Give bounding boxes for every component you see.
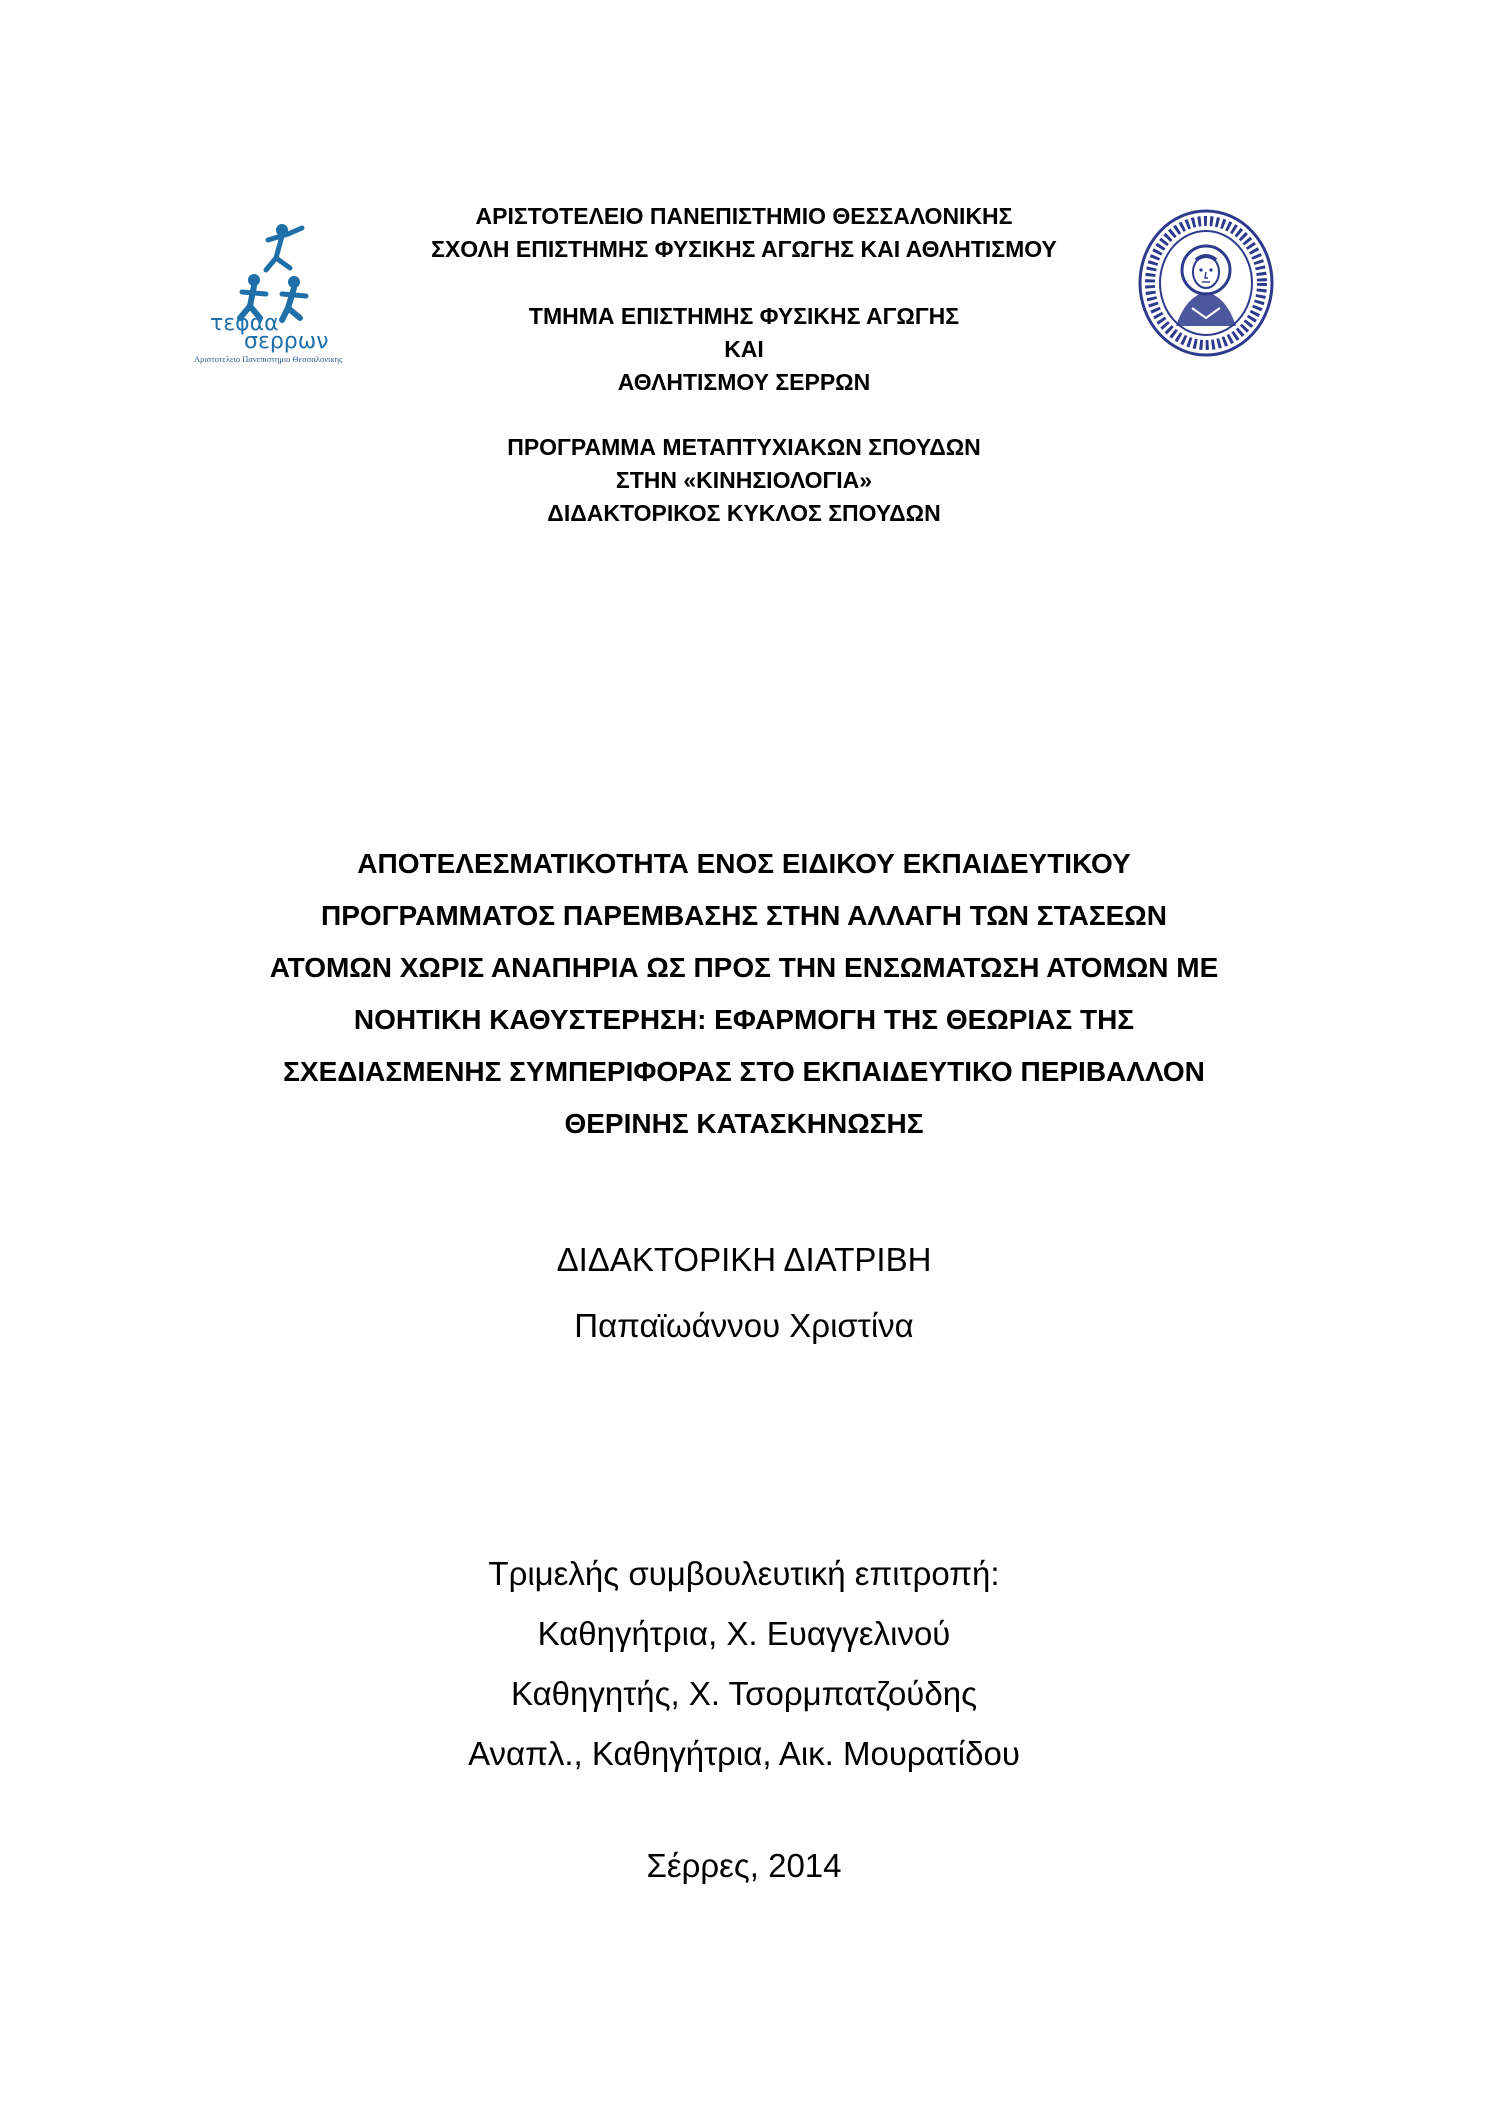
thesis-type: ΔΙΔΑΚΤΟΡΙΚΗ ΔΙΑΤΡΙΒΗ <box>556 1241 932 1278</box>
department-line-3: ΑΘΛΗΤΙΣΜΟΥ ΣΕΡΡΩΝ <box>617 369 871 395</box>
institution-header <box>0 200 1488 530</box>
committee-heading: Τριμελής συμβουλευτική επιτροπή: <box>488 1555 1000 1592</box>
title-line-2: ΠΡΟΓΡΑΜΜΑΤΟΣ ΠΑΡΕΜΒΑΣΗΣ ΣΤΗΝ ΑΛΛΑΓΗ ΤΩΝ ΣΤΑΣΕΩΝ <box>321 900 1167 931</box>
title-line-4: ΝΟΗΤΙΚΗ ΚΑΘΥΣΤΕΡΗΣΗ: ΕΦΑΡΜΟΓΗ ΤΗΣ ΘΕΩΡΙΑΣ ΤΗΣ <box>353 1004 1135 1035</box>
place-and-date: Σέρρες, 2014 <box>646 1847 842 1884</box>
committee-member-2: Καθηγητής, Χ. Τσορμπατζούδης <box>511 1675 977 1712</box>
logo-text-line1: τεφαα <box>210 311 279 336</box>
department-line-1: ΤΜΗΜΑ ΕΠΙΣΤΗΜΗΣ ΦΥΣΙΚΗΣ ΑΓΩΓΗΣ <box>528 303 960 329</box>
logo-text-line2: σερρων <box>244 329 329 354</box>
logo-caption: Αριστοτελειο Πανεπιστημιο Θεσσαλονικης <box>194 354 343 364</box>
university-name: ΑΡΙΣΤΟΤΕΛΕΙΟ ΠΑΝΕΠΙΣΤΗΜΙΟ ΘΕΣΣΑΛΟΝΙΚΗΣ <box>475 203 1013 229</box>
title-line-3: ΑΤΟΜΩΝ ΧΩΡΙΣ ΑΝΑΠΗΡΙΑ ΩΣ ΠΡΟΣ ΤΗΝ ΕΝΣΩΜΑΤΩΣΗ ΑΤΟΜΩΝ ΜΕ <box>269 952 1219 983</box>
program-line-1: ΠΡΟΓΡΑΜΜΑ ΜΕΤΑΠΤΥΧΙΑΚΩΝ ΣΠΟΥΔΩΝ <box>507 434 981 460</box>
title-line-5: ΣΧΕΔΙΑΣΜΕΝΗΣ ΣΥΜΠΕΡΙΦΟΡΑΣ ΣΤΟ ΕΚΠΑΙΔΕΥΤΙΚΟ ΠΕΡΙΒΑΛΛΟΝ <box>283 1056 1205 1087</box>
thesis-title <box>150 838 1338 1150</box>
program-line-3: ΔΙΔΑΚΤΟΡΙΚΟΣ ΚΥΚΛΟΣ ΣΠΟΥΔΩΝ <box>547 500 941 526</box>
advisory-committee <box>0 1544 1488 1784</box>
committee-member-1: Καθηγήτρια, Χ. Ευαγγελινού <box>537 1615 951 1652</box>
author-name: Παπαϊωάννου Χριστίνα <box>574 1307 914 1344</box>
department-line-2: ΚΑΙ <box>724 336 764 362</box>
title-line-1: ΑΠΟΤΕΛΕΣΜΑΤΙΚΟΤΗΤΑ ΕΝΟΣ ΕΙΔΙΚΟΥ ΕΚΠΑΙΔΕΥΤΙΚΟΥ <box>357 848 1131 879</box>
committee-member-3: Αναπλ., Καθηγήτρια, Αικ. Μουρατίδου <box>468 1735 1020 1772</box>
program-line-2: ΣΤΗΝ «ΚΙΝΗΣΙΟΛΟΓΙΑ» <box>615 467 873 493</box>
school-name: ΣΧΟΛΗ ΕΠΙΣΤΗΜΗΣ ΦΥΣΙΚΗΣ ΑΓΩΓΗΣ ΚΑΙ ΑΘΛΗΤΙΣΜΟΥ <box>431 236 1057 262</box>
title-line-6: ΘΕΡΙΝΗΣ ΚΑΤΑΣΚΗΝΩΣΗΣ <box>564 1108 924 1139</box>
